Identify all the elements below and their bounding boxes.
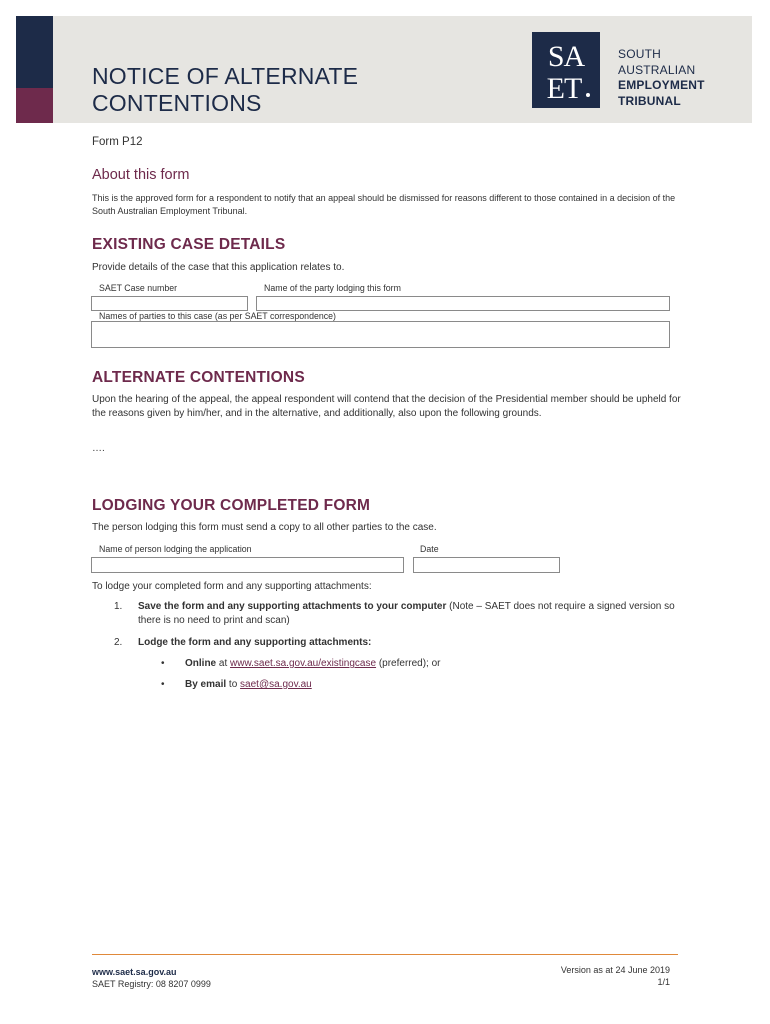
logo-line-tribunal: TRIBUNAL <box>618 93 681 108</box>
email-link[interactable]: saet@sa.gov.au <box>240 679 312 690</box>
step-2-bold: Lodge the form and any supporting attachments: <box>138 637 372 648</box>
online-bold: Online <box>185 658 217 669</box>
email-to: to <box>226 679 241 690</box>
online-at: at <box>216 658 231 669</box>
about-heading: About this form <box>92 167 190 183</box>
footer-registry: SAET Registry: 08 8207 0999 <box>92 979 211 989</box>
logo-line-employment: EMPLOYMENT <box>618 78 705 92</box>
logo-letters-top: SA <box>547 40 585 73</box>
bullet-email: • <box>161 679 165 690</box>
lodging-how-to: To lodge your completed form and any supporting attachments: <box>92 581 372 592</box>
logo-wordmark <box>618 47 705 109</box>
step-2-text <box>138 636 678 650</box>
logo-line-south: SOUTH <box>618 47 661 61</box>
online-option <box>185 657 441 671</box>
step-2-number: 2. <box>114 637 123 648</box>
case-number-label: SAET Case number <box>99 283 178 293</box>
step-1-number: 1. <box>114 601 123 612</box>
online-rest: (preferred); or <box>376 658 441 669</box>
saet-logo-icon <box>532 32 600 108</box>
title-line-1: NOTICE OF ALTERNATE <box>92 63 359 89</box>
step-1-text <box>138 600 678 628</box>
existing-case-heading: EXISTING CASE DETAILS <box>92 236 286 253</box>
party-name-label: Name of the party lodging this form <box>264 283 401 293</box>
form-code: Form P12 <box>92 136 143 148</box>
existing-case-link[interactable]: www.saet.sa.gov.au/existingcase <box>230 658 377 669</box>
step-1-rest: (Note – SAET does not require a signed version so there is no need to print and scan) <box>138 601 675 626</box>
email-bold: By email <box>185 679 227 690</box>
case-number-field[interactable] <box>91 296 248 311</box>
footer-version: Version as at 24 June 2019 <box>560 965 670 975</box>
footer-website[interactable]: www.saet.sa.gov.au <box>92 967 177 977</box>
date-label: Date <box>420 544 439 554</box>
header-accent-navy <box>16 16 53 88</box>
contentions-placeholder-dots[interactable]: …. <box>92 443 105 454</box>
date-field[interactable] <box>413 557 560 573</box>
existing-case-intro: Provide details of the case that this application relates to. <box>92 262 345 273</box>
about-text: This is the approved form for a respondent to notify that an appeal should be dismissed for reasons different to those contained in a decision of the South Australian Employment Tribunal. <box>92 193 676 216</box>
step-1-bold: Save the form and any supporting attachments to your computer <box>138 601 447 612</box>
document-title <box>92 63 358 117</box>
alternate-contentions-text: Upon the hearing of the appeal, the appeal respondent will contend that the decision of the Presidential member should be upheld for the reasons given by him/her, and in the alternative, and additionally, also upon the following grounds. <box>92 394 681 419</box>
parties-label: Names of parties to this case (as per SAET correspondence) <box>99 311 336 321</box>
lodging-heading: LODGING YOUR COMPLETED FORM <box>92 497 371 514</box>
logo-letters-bottom: ET <box>546 72 582 105</box>
title-line-2: CONTENTIONS <box>92 90 262 116</box>
email-option <box>185 678 312 692</box>
party-name-field[interactable] <box>256 296 670 311</box>
lodger-name-label: Name of person lodging the application <box>99 544 252 554</box>
logo-line-australian: AUSTRALIAN <box>618 62 696 77</box>
lodging-intro: The person lodging this form must send a copy to all other parties to the case. <box>92 522 437 533</box>
footer-divider <box>92 954 678 955</box>
alternate-contentions-heading: ALTERNATE CONTENTIONS <box>92 369 305 386</box>
bullet-online: • <box>161 658 165 669</box>
header-accent-plum <box>16 88 53 123</box>
lodger-name-field[interactable] <box>91 557 404 573</box>
footer-page-number: 1/1 <box>657 977 670 987</box>
parties-field[interactable] <box>91 321 670 348</box>
